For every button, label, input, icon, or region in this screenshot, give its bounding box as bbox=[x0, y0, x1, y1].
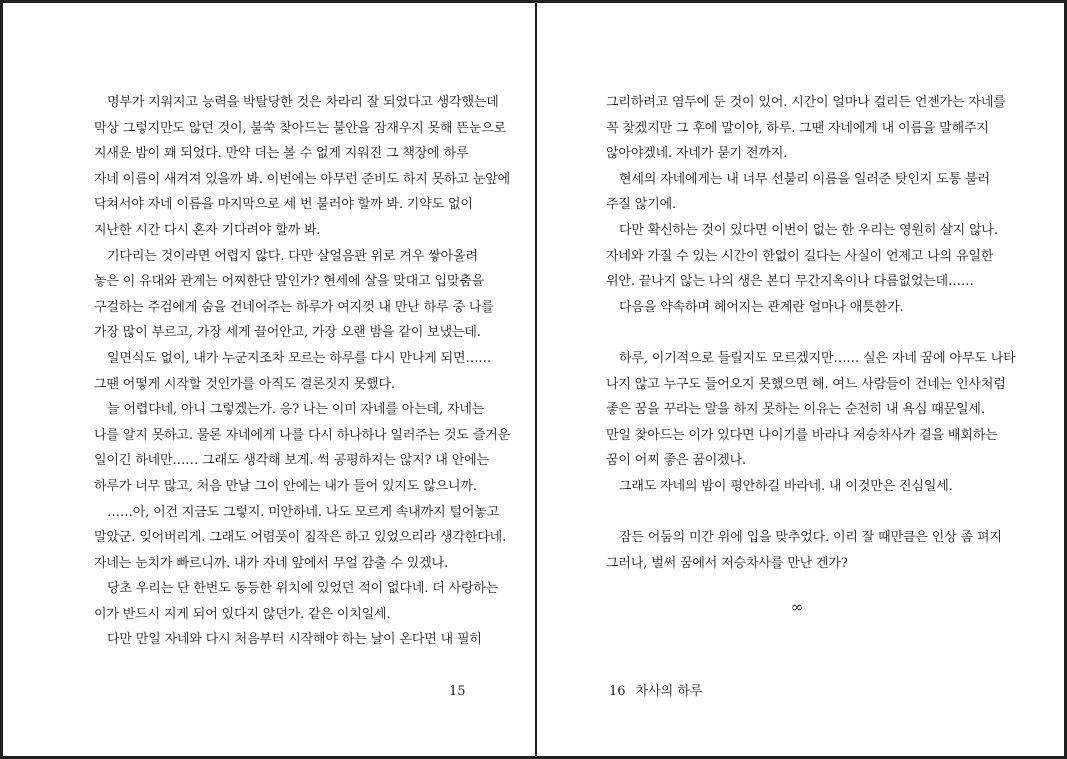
text-line: 명부가 지워지고 능력을 박탈당한 것은 차라리 잘 되었다고 생각했는데 bbox=[107, 95, 499, 110]
infinity-ornament: ∞ bbox=[790, 598, 804, 616]
left-page-body bbox=[94, 90, 511, 653]
text-line: 주질 않기에. bbox=[606, 197, 677, 213]
text-line: 나지 않고 누구도 들어오지 못했으면 해. 여느 사람들이 건네는 인사처럼 bbox=[606, 376, 1006, 392]
right-page-footer bbox=[609, 682, 702, 702]
text-line: 좋은 꿈을 꾸라는 말을 하지 못하는 이유는 순전히 내 욕심 때문일세. bbox=[606, 402, 985, 418]
blank-line bbox=[606, 320, 981, 346]
text-line: 말았군. 잊어버리게. 그래도 어렴풋이 짐작은 하고 있었으리라 생각한다네. bbox=[94, 530, 507, 546]
page-number: 15 bbox=[449, 684, 466, 699]
text-line: 그땐 어떻게 시작할 것인가를 아직도 결론짓지 못했다. bbox=[94, 376, 395, 392]
text-line: 자네 이름이 새겨져 있을까 봐. 이번에는 아무런 준비도 하지 못하고 눈앞에 bbox=[94, 171, 511, 187]
text-line: 가장 많이 부르고, 가장 세게 끌어안고, 가장 오랜 밤을 같이 보냈는데. bbox=[94, 325, 481, 341]
text-line: 만일 찾아드는 이가 있다면 나이기를 바라나 저승차사가 곁을 배회하는 bbox=[606, 427, 998, 443]
right-page bbox=[537, 3, 1067, 756]
text-line: 일면식도 없이, 내가 누군지조차 모르는 하루를 다시 만나게 되면…… bbox=[107, 350, 492, 366]
text-line: ……아, 이건 지금도 그렇지. 미안하네. 나도 모르게 속내까지 털어놓고 bbox=[107, 504, 500, 520]
text-line: 지새운 밤이 꽤 되었다. 만약 더는 볼 수 없게 지워진 그 책장에 하루 bbox=[94, 146, 469, 162]
text-line: 자네와 가질 수 있는 시간이 한없이 길다는 사실이 언제고 나의 유일한 bbox=[606, 248, 994, 264]
text-line: 나를 알지 못하고. 물론 자네에게 나를 다시 하나하나 일러주는 것도 즐거운 bbox=[94, 427, 511, 443]
text-line: 놓은 이 유대와 관계는 어찌한단 말인가? 현세에 살을 맞대고 입맞춤을 bbox=[94, 274, 485, 290]
left-page-footer bbox=[449, 682, 466, 702]
text-line: 늘 어렵다네, 아니 그렇겠는가. 응? 나는 이미 자네를 아는데, 자네는 bbox=[107, 402, 485, 418]
text-line: 그래도 자네의 밤이 평안하길 바라네. 내 이것만은 진심일세. bbox=[619, 478, 953, 494]
text-line: 이가 반드시 지게 되어 있다지 않던가. 같은 이치일세. bbox=[94, 606, 391, 622]
text-line: 다만 확신하는 것이 있다면 이번이 없는 한 우리는 영원히 살지 않나. bbox=[619, 222, 998, 238]
text-line: 그러나, 벌써 꿈에서 저승차사를 만난 겐가? bbox=[606, 555, 848, 571]
text-line: 꿈이 어찌 좋은 꿈이겠나. bbox=[606, 453, 747, 469]
page-number: 16 bbox=[609, 684, 626, 699]
text-line: 그리하려고 염두에 둔 것이 있어. 시간이 얼마나 걸리든 언젠가는 자네를 bbox=[606, 95, 1006, 110]
text-line: 꼭 찾겠지만 그 후에 말이야, 하루. 그땐 자네에게 내 이름을 말해주지 bbox=[606, 120, 989, 136]
text-line: 잠든 어둠의 미간 위에 입을 맞추었다. 이리 잘 때만큼은 인상 좀 펴지 bbox=[619, 530, 1002, 546]
text-line: 막상 그렇지만도 않던 것이, 불쑥 찾아드는 불안을 잠재우지 못해 뜬눈으로 bbox=[94, 120, 507, 136]
text-line: 자네는 눈치가 빠르니까. 내가 자네 앞에서 무얼 감출 수 있겠나. bbox=[94, 555, 449, 571]
text-line: 다음을 약속하며 헤어지는 관계란 얼마나 애틋한가. bbox=[619, 299, 904, 315]
text-line: 다만 만일 자네와 다시 처음부터 시작해야 하는 날이 온다면 내 필히 bbox=[107, 632, 482, 648]
right-page-body bbox=[606, 90, 1016, 576]
text-line: 구걸하는 주검에게 숨을 건네어주는 하루가 여지껏 내 만난 하루 중 나를 bbox=[94, 299, 494, 315]
text-line: 않아야겠네. 자네가 묻기 전까지. bbox=[606, 146, 788, 162]
text-line: 하루가 너무 많고, 처음 만날 그이 안에는 내가 들어 있지도 않으니까. bbox=[94, 478, 477, 494]
blank-line bbox=[606, 500, 981, 526]
text-line: 위안. 끝나지 않는 나의 생은 본디 무간지옥이나 다름없었는데…… bbox=[606, 274, 974, 290]
text-line: 현세의 자네에게는 내 너무 선불리 이름을 일러준 탓인지 도통 불러 bbox=[619, 171, 990, 187]
left-page bbox=[3, 3, 535, 756]
text-line: 하루, 이기적으로 들릴지도 모르겠지만…… 실은 자네 꿈에 아무도 나타 bbox=[619, 350, 1016, 366]
text-line: 닥쳐서야 자네 이름을 마지막으로 세 번 불러야 할까 봐. 기약도 없이 bbox=[94, 197, 473, 213]
text-line: 지난한 시간 다시 혼자 기다려야 할까 봐. bbox=[94, 222, 321, 238]
text-line: 일이긴 하네만…… 그래도 생각해 보게. 썩 공평하지는 않지? 내 안에는 bbox=[94, 453, 489, 469]
text-line: 기다리는 것이라면 어렵지 않다. 다만 살얼음판 위로 겨우 쌓아올려 bbox=[107, 248, 478, 264]
text-line: 당초 우리는 단 한번도 동등한 위치에 있었던 적이 없다네. 더 사랑하는 bbox=[107, 581, 499, 597]
running-head: 차사의 하루 bbox=[635, 684, 703, 699]
